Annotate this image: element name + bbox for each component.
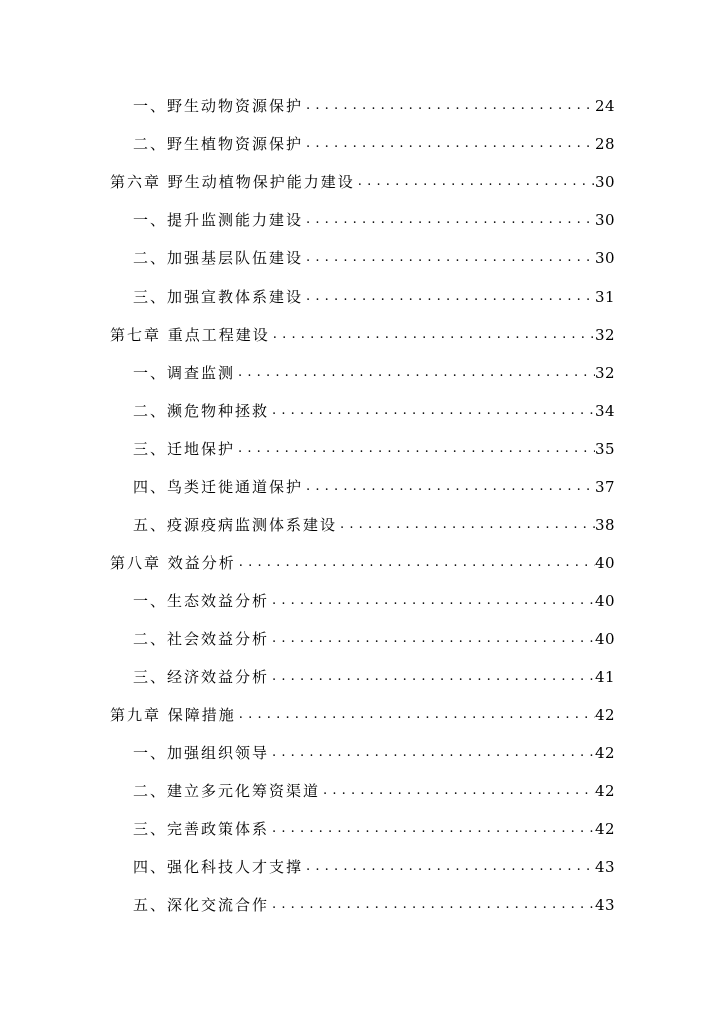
toc-entry-page: 42 [595,744,616,762]
toc-entry-page: 28 [595,135,616,153]
toc-entry-page: 35 [595,440,616,458]
toc-dot-leader [303,133,595,155]
toc-dot-leader [269,742,595,764]
toc-entry-title: 一、野生动物资源保护 [133,97,304,115]
toc-entry-title: 一、生态效益分析 [133,592,270,610]
toc-entry [133,742,615,764]
toc-dot-leader [236,552,595,574]
toc-entry-page: 32 [595,326,616,344]
toc-entry-page: 42 [595,820,616,838]
toc-entry [133,894,615,916]
toc-entry-title: 五、疫源疫病监测体系建设 [133,516,338,534]
toc-entry-page: 30 [595,249,616,267]
toc-entry-title: 四、鸟类迁徙通道保护 [133,478,304,496]
toc-entry-title: 一、调查监测 [133,364,236,382]
toc-chapter-entry [110,704,615,726]
toc-entry-page: 42 [595,782,616,800]
toc-entry-page: 37 [595,478,616,496]
toc-dot-leader [269,590,595,612]
toc-entry [133,590,615,612]
toc-entry-page: 31 [595,288,616,306]
toc-entry-title: 第八章 效益分析 [110,554,236,572]
toc-chapter-entry [110,171,615,193]
toc-dot-leader [235,362,595,384]
toc-entry-title: 四、强化科技人才支撑 [133,858,304,876]
toc-dot-leader [236,704,595,726]
toc-dot-leader [355,171,595,193]
toc-entry-page: 43 [595,896,616,914]
toc-entry [133,362,615,384]
toc-entry-title: 五、深化交流合作 [133,896,270,914]
toc-dot-leader [303,856,595,878]
toc-entry-page: 40 [595,630,616,648]
toc-entry-title: 二、加强基层队伍建设 [133,249,304,267]
toc-entry [133,133,615,155]
toc-chapter-entry [110,324,615,346]
toc-dot-leader [303,247,595,269]
toc-dot-leader [270,324,595,346]
toc-entry-title: 三、经济效益分析 [133,668,270,686]
toc-entry-page: 40 [595,592,616,610]
toc-entry-title: 第九章 保障措施 [110,706,236,724]
toc-entry [133,286,615,308]
toc-entry-title: 一、加强组织领导 [133,744,270,762]
toc-dot-leader [269,628,595,650]
toc-entry [133,476,615,498]
toc-entry [133,818,615,840]
toc-dot-leader [303,476,595,498]
toc-dot-leader [269,818,595,840]
toc-chapter-entry [110,552,615,574]
toc-entry-title: 第六章 野生动植物保护能力建设 [110,173,355,191]
toc-entry-page: 40 [595,554,616,572]
toc-entry [133,628,615,650]
toc-dot-leader [235,438,595,460]
toc-entry-page: 30 [595,211,616,229]
toc-entry-page: 41 [595,668,616,686]
toc-entry [133,514,615,536]
toc-dot-leader [269,400,595,422]
toc-entry-title: 三、迁地保护 [133,440,236,458]
toc-entry-title: 三、加强宣教体系建设 [133,288,304,306]
toc-entry-page: 34 [595,402,616,420]
toc-dot-leader [320,780,595,802]
toc-dot-leader [303,209,595,231]
toc-entry [133,666,615,688]
toc-entry [133,400,615,422]
toc-dot-leader [269,894,595,916]
toc-entry [133,209,615,231]
toc-entry-page: 24 [595,97,616,115]
toc-dot-leader [303,95,595,117]
toc-dot-leader [269,666,595,688]
toc-entry-title: 二、濒危物种拯救 [133,402,270,420]
toc-entry-page: 32 [595,364,616,382]
toc-entry-title: 一、提升监测能力建设 [133,211,304,229]
toc-entry-page: 38 [595,516,616,534]
toc-dot-leader [337,514,595,536]
toc-entry-title: 二、社会效益分析 [133,630,270,648]
toc-entry [133,95,615,117]
toc-entry [133,438,615,460]
toc-entry-page: 43 [595,858,616,876]
toc-entry-page: 30 [595,173,616,191]
toc-dot-leader [303,286,595,308]
toc-entry-title: 二、野生植物资源保护 [133,135,304,153]
toc-entry-title: 三、完善政策体系 [133,820,270,838]
toc-entry-page: 42 [595,706,616,724]
toc-entry-title: 第七章 重点工程建设 [110,326,270,344]
toc-entry [133,856,615,878]
toc-entry-title: 二、建立多元化筹资渠道 [133,782,321,800]
toc-entry [133,247,615,269]
toc-entry [133,780,615,802]
